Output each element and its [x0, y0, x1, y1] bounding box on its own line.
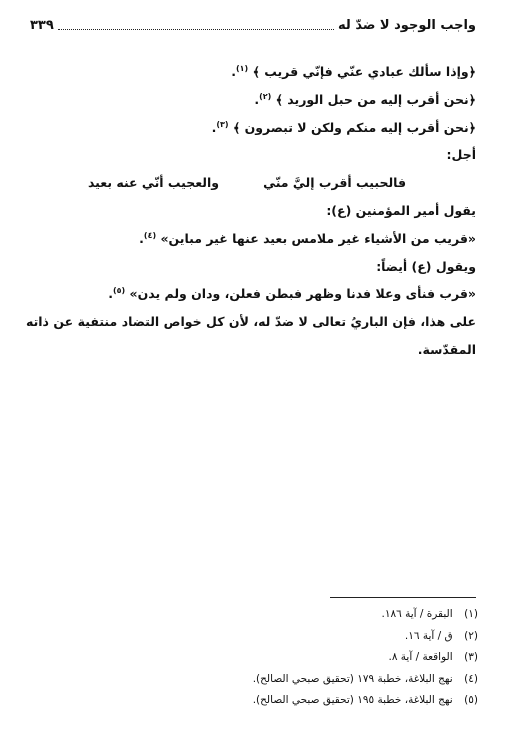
verse-3-text: ﴿نحن أقرب إليه منكم ولكن لا تبصرون ﴾	[232, 119, 476, 135]
attribution-line-1: يقول أمير المؤمنين (ع):	[326, 202, 476, 218]
header-title: واجب الوجود لا ضدّ له	[338, 17, 476, 33]
attribution-line-2: ويقول (ع) أيضاً:	[376, 258, 476, 274]
conclusion-line-1: على هذا، فإن الباريُ تعالى لا ضدّ له، لأن كل خواص التضاد منتفية عن ذاته	[26, 314, 476, 330]
footnote-text: ق / آية ١٦.	[404, 629, 453, 642]
page-number: ٣٣٩	[30, 17, 54, 33]
quran-verse-1: ﴿وإذا سألك عبادي عنّي فإنّي قريب ﴾ $^{(١)}$.	[231, 63, 476, 79]
footnote-item	[178, 690, 478, 712]
running-header	[30, 14, 476, 36]
footnote-number: (٢)	[464, 629, 478, 642]
footnote-number: (١)	[464, 608, 478, 620]
verse-2-text: ﴿نحن أقرب إليه من حبل الوريد ﴾	[275, 91, 476, 107]
conclusion-line-2: المقدّسة.	[417, 341, 476, 357]
footnote-ref-4: (٤)	[143, 230, 157, 240]
hadith-quote-1: «قريب من الأشياء غير ملامس بعيد عنها غير مباين» $^{(٤)}$.	[139, 230, 476, 246]
footnote-number: (٣)	[464, 651, 478, 664]
footnote-number: (٤)	[464, 672, 478, 685]
footnote-item	[178, 626, 478, 648]
poetry-first-hemistich: فالحبيب أقرب إليَّ منّي	[263, 175, 407, 191]
footnote-ref-2: (٢)	[259, 91, 272, 101]
poetry-second-hemistich: والعجيب أنّي عنه بعيد	[87, 175, 220, 191]
paragraph-ajal: أجل:	[446, 147, 476, 163]
poetry-verse	[26, 169, 476, 197]
footnote-text: البقرة / آية ١٨٦.	[381, 608, 453, 620]
verse-1-text: ﴿وإذا سألك عبادي عنّي فإنّي قريب ﴾	[252, 64, 476, 79]
footnote-item	[178, 647, 478, 669]
footnote-ref-3: (٣)	[216, 119, 229, 129]
footnote-number: (٥)	[464, 694, 478, 707]
header-leader-dots	[58, 29, 334, 30]
main-text	[26, 58, 476, 364]
footnote-item	[178, 604, 478, 626]
footnote-ref-1: (١)	[236, 63, 249, 73]
quran-verse-3: ﴿نحن أقرب إليه منكم ولكن لا تبصرون ﴾ $^{(٣)}$.	[211, 119, 476, 135]
footnotes	[178, 604, 478, 712]
hadith-quote-2: «قرب فنأى وعلا فدنا وظهر فبطن فعلن، ودان ولم يدن» $^{(٥)}$.	[108, 286, 476, 302]
footnote-separator	[330, 597, 476, 598]
hadith-2-text: «قرب فنأى وعلا فدنا وظهر فبطن فعلن، ودان ولم يدن»	[129, 286, 476, 302]
hadith-1-text: «قريب من الأشياء غير ملامس بعيد عنها غير مباين»	[160, 230, 476, 246]
footnote-ref-5: (٥)	[112, 286, 126, 296]
footnote-text: الواقعة / آية ٨.	[388, 651, 453, 664]
footnote-item	[178, 669, 478, 691]
quran-verse-2: ﴿نحن أقرب إليه من حبل الوريد ﴾ $^{(٢)}$.	[254, 91, 476, 107]
footnote-text: نهج البلاغة، خطبة ١٧٩ (تحقيق صبحي الصالح).	[252, 672, 453, 685]
footnote-text: نهج البلاغة، خطبة ١٩٥ (تحقيق صبحي الصالح).	[252, 694, 453, 707]
